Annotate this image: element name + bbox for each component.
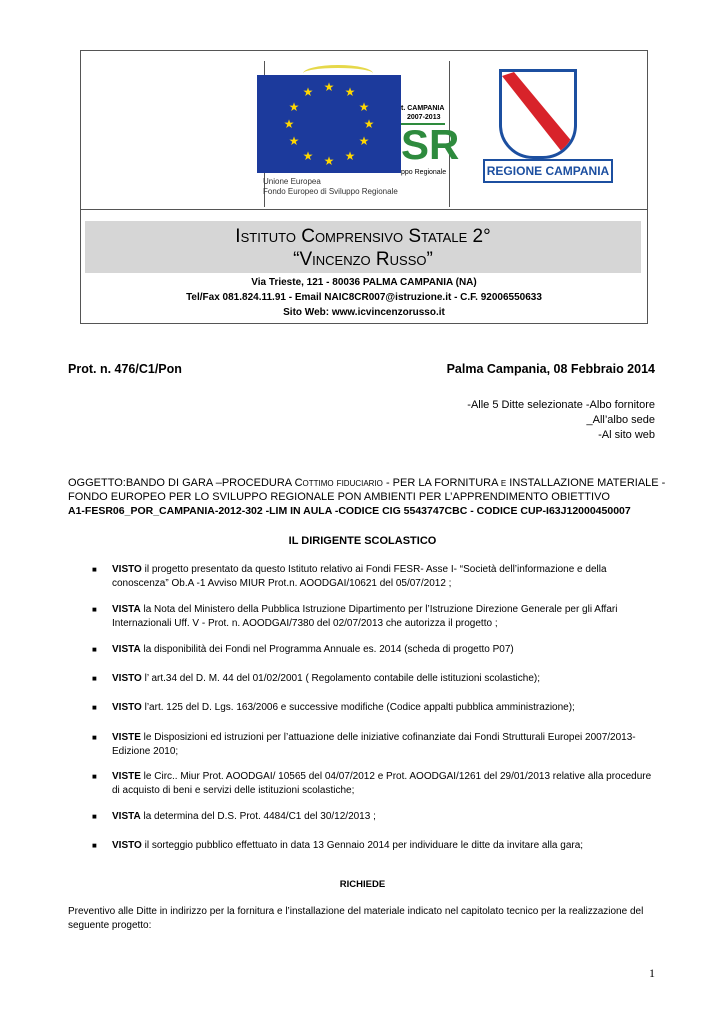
item-text: le Circ.. Miur Prot. AOODGAI/ 10565 del 04/07/2012 e Prot. AOODGAI/1261 del 29/01/2013 relative alla procedure di acquisto di beni e servizi delle istituzioni scolastiche; bbox=[112, 771, 652, 796]
item-text: le Disposizioni ed istruzioni per l’attuazione delle iniziative cofinanziate dai Fondi Strutturali Europei 2007/2013- Edizione 2010; bbox=[112, 732, 636, 757]
star-icon: ★ bbox=[288, 134, 300, 148]
recipient-1: -Alle 5 Ditte selezionate -Albo fornitore bbox=[467, 399, 655, 411]
subject-text: Cottimo fiduciario bbox=[294, 477, 383, 489]
school-website: Sito Web: www.icvincenzorusso.it bbox=[283, 307, 445, 318]
school-title-band bbox=[85, 221, 641, 273]
school-contacts: Tel/Fax 081.824.11.91 - Email NAIC8CR007@istruzione.it - C.F. 92006550633 bbox=[186, 292, 542, 303]
bullet-icon: ■ bbox=[92, 674, 97, 683]
star-icon: ★ bbox=[363, 117, 375, 131]
subject-text: e bbox=[500, 477, 507, 489]
item-text: l’ art.34 del D. M. 44 del 01/02/2001 ( Regolamento contabile delle istituzioni scolastiche); bbox=[141, 673, 541, 684]
list-item bbox=[112, 643, 657, 657]
subject-line-3: A1-FESR06_POR_CAMPANIA-2012-302 -LIM IN AULA -CODICE CIG 5543747CBC - CODICE CUP-I63J12000450007 bbox=[68, 505, 631, 517]
list-item bbox=[112, 839, 657, 853]
bullet-icon: ■ bbox=[92, 565, 97, 574]
star-icon: ★ bbox=[283, 117, 295, 131]
list-item bbox=[112, 563, 657, 591]
subject-text: - PER LA FORNITURA bbox=[382, 477, 501, 489]
list-item bbox=[112, 770, 657, 798]
item-keyword: VISTE bbox=[112, 771, 141, 782]
header-divider bbox=[81, 209, 647, 210]
star-icon: ★ bbox=[302, 149, 314, 163]
item-keyword: VISTA bbox=[112, 811, 141, 822]
item-keyword: VISTO bbox=[112, 840, 142, 851]
bullet-icon: ■ bbox=[92, 841, 97, 850]
star-icon: ★ bbox=[288, 100, 300, 114]
place-date: Palma Campania, 08 Febbraio 2014 bbox=[446, 362, 655, 376]
school-title-2: “Vincenzo Russo” bbox=[293, 249, 433, 270]
eu-flag-logo bbox=[257, 75, 401, 173]
recipient-2: _All’albo sede bbox=[586, 414, 655, 426]
item-text: l’art. 125 del D. Lgs. 163/2006 e successive modifiche (Codice appalti pubblica amministrazione); bbox=[141, 702, 575, 713]
regione-campania-label: REGIONE CAMPANIA bbox=[483, 159, 613, 183]
eu-caption-1: Unione Europea bbox=[263, 177, 321, 186]
shield-icon bbox=[502, 72, 574, 156]
star-icon: ★ bbox=[323, 154, 335, 168]
list-item bbox=[112, 672, 657, 686]
item-keyword: VISTE bbox=[112, 732, 141, 743]
school-title-1: Istituto Comprensivo Statale 2° bbox=[235, 226, 491, 247]
page-number: 1 bbox=[649, 966, 655, 980]
list-item bbox=[112, 810, 657, 824]
bullet-icon: ■ bbox=[92, 772, 97, 781]
dirigente-heading: IL DIRIGENTE SCOLASTICO bbox=[288, 535, 437, 547]
star-icon: ★ bbox=[323, 80, 335, 94]
item-text: il progetto presentato da questo Istituto relativo ai Fondi FESR- Asse I- “Società dell’informazione e della conoscenza” Ob.A -1 Avviso MIUR Prot.n. AOODGAI/10621 del 05/07/2012 ; bbox=[112, 564, 607, 589]
item-text: la Nota del Ministero della Pubblica Istruzione Dipartimento per l’Istruzione Direzione Generale per gli Affari Internazionali Uff. V - Prot. n. AOODGAI/7380 del 02/07/2013 che autorizza il progetto ; bbox=[112, 604, 618, 629]
letterhead bbox=[80, 50, 648, 324]
star-icon: ★ bbox=[344, 85, 356, 99]
item-text: la determina del D.S. Prot. 4484/C1 del 30/12/2013 ; bbox=[140, 811, 376, 822]
fesr-logo bbox=[401, 77, 460, 177]
bullet-icon: ■ bbox=[92, 812, 97, 821]
star-icon: ★ bbox=[344, 149, 356, 163]
bullet-icon: ■ bbox=[92, 645, 97, 654]
star-icon: ★ bbox=[358, 134, 370, 148]
subject-line-1 bbox=[68, 477, 665, 489]
school-address: Via Trieste, 121 - 80036 PALMA CAMPANIA (NA) bbox=[251, 277, 477, 288]
richiede-heading: RICHIEDE bbox=[339, 879, 386, 890]
item-keyword: VISTO bbox=[112, 564, 142, 575]
fesr-text-2: 2007-2013 bbox=[407, 114, 441, 121]
fesr-big-letters: SR bbox=[401, 121, 460, 168]
preventivo-paragraph: Preventivo alle Ditte in indirizzo per la fornitura e l’installazione del materiale indicato nel capitolato tecnico per la realizzazione del seguente progetto: bbox=[68, 906, 644, 931]
item-keyword: VISTA bbox=[112, 604, 141, 615]
bullet-icon: ■ bbox=[92, 605, 97, 614]
list-item bbox=[112, 731, 657, 759]
list-item bbox=[112, 603, 657, 631]
fesr-text-3: ppo Regionale bbox=[401, 169, 447, 176]
bullet-icon: ■ bbox=[92, 703, 97, 712]
bullet-icon: ■ bbox=[92, 733, 97, 742]
protocol-number: Prot. n. 476/C1/Pon bbox=[68, 362, 182, 376]
star-icon: ★ bbox=[302, 85, 314, 99]
item-keyword: VISTA bbox=[112, 644, 141, 655]
item-keyword: VISTO bbox=[112, 702, 142, 713]
star-icon: ★ bbox=[358, 100, 370, 114]
list-item bbox=[112, 701, 657, 715]
subject-text: INSTALLAZIONE MATERIALE - bbox=[506, 477, 666, 489]
recipient-3: -Al sito web bbox=[598, 429, 655, 441]
item-keyword: VISTO bbox=[112, 673, 142, 684]
fesr-text-1: t. CAMPANIA bbox=[401, 105, 445, 112]
item-text: la disponibilità dei Fondi nel Programma Annuale es. 2014 (scheda di progetto P07) bbox=[140, 644, 514, 655]
eu-caption-2: Fondo Europeo di Sviluppo Regionale bbox=[263, 187, 398, 196]
item-text: il sorteggio pubblico effettuato in data 13 Gennaio 2014 per individuare le ditte da invitare alla gara; bbox=[141, 840, 584, 851]
subject-line-2: FONDO EUROPEO PER LO SVILUPPO REGIONALE PON AMBIENTI PER L’APPRENDIMENTO OBIETTIVO bbox=[68, 491, 610, 503]
regione-campania-shield bbox=[499, 69, 577, 159]
subject-text: OGGETTO:BANDO DI GARA –PROCEDURA bbox=[68, 477, 295, 489]
